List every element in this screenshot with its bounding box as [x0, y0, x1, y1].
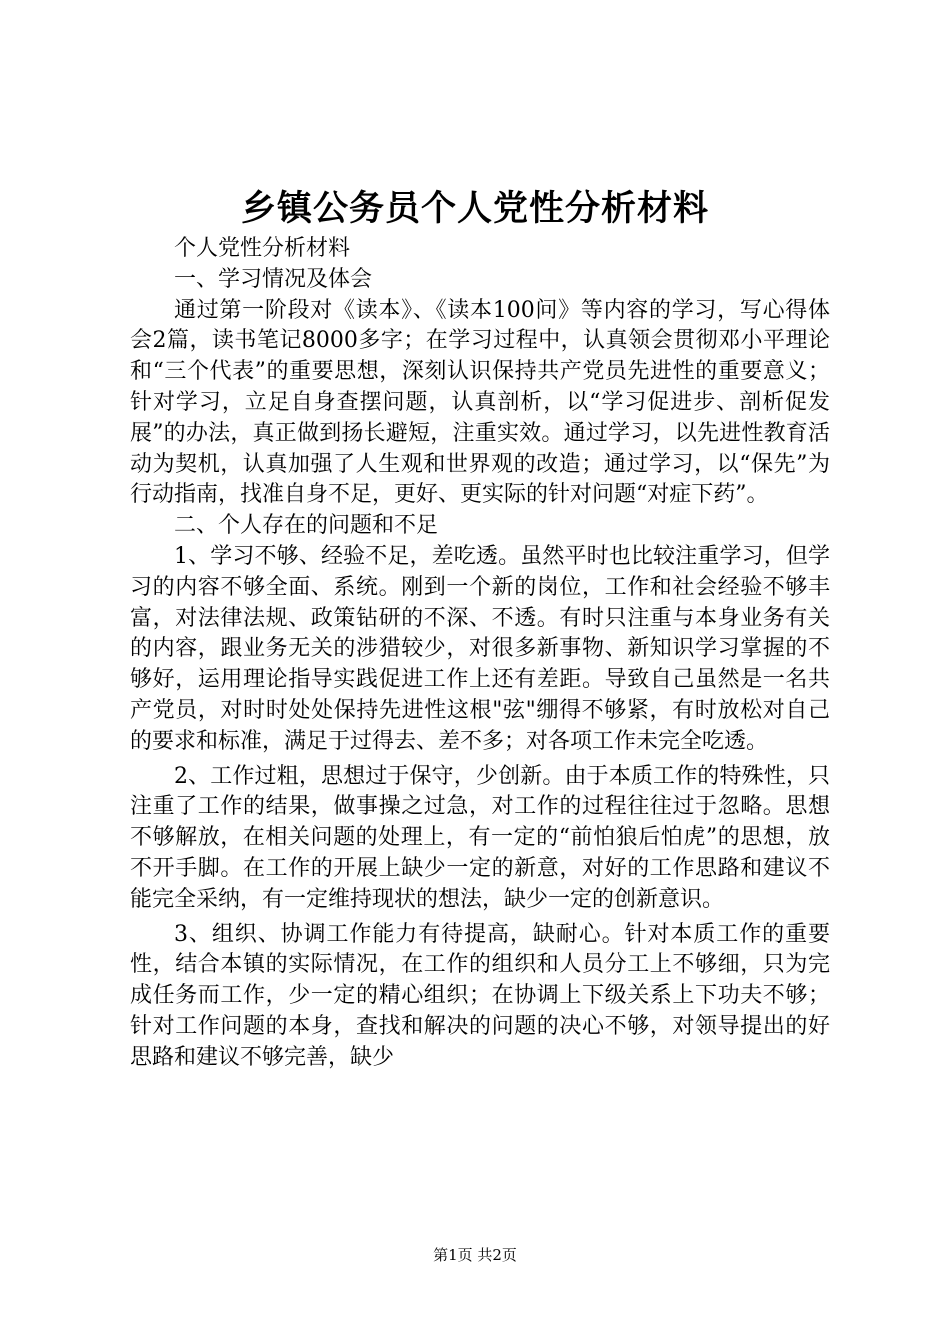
- paragraph-problem-1: 1、学习不够、经验不足，差吃透。虽然平时也比较注重学习，但学习的内容不够全面、系统。刚到一个新的岗位，工作和社会经验不够丰富，对法律法规、政策钻研的不深、不透。有时只注重与本身业务有关的内容，跟业务无关的涉猎较少，对很多新事物、新知识学习掌握的不够好，运用理论指导实践促进工作上还有差距。导致自己虽然是一名共产党员，对时时处处保持先进性这根"弦"绷得不够紧，有时放松对自己的要求和标准，满足于过得去、差不多；对各项工作未完全吃透。: [130, 543, 830, 754]
- heading-problems: 二、个人存在的问题和不足: [174, 513, 439, 539]
- paragraph-problem-2: 2、工作过粗，思想过于保守，少创新。由于本质工作的特殊性，只注重了工作的结果，做事操之过急，对工作的过程往往过于忽略。思想不够解放，在相关问题的处理上，有一定的“前怕狼后怕虎”的思想，放不开手脚。在工作的开展上缺少一定的新意，对好的工作思路和建议不能完全采纳，有一定维持现状的想法，缺少一定的创新意识。: [130, 763, 830, 912]
- paragraph-subtitle: 个人党性分析材料: [174, 236, 351, 261]
- paragraph-study: 通过第一阶段对《读本》、《读本100问》等内容的学习，写心得体会2篇，读书笔记8000多字；在学习过程中，认真领会贯彻邓小平理论和“三个代表”的重要思想，深刻认识保持共产党员先进性的重要意义；针对学习，立足自身查摆问题，认真剖析，以“学习促进步、剖析促发展”的办法，真正做到扬长避短，注重实效。通过学习，以先进性教育活动为契机，认真加强了人生观和世界观的改造；通过学习，以“保先”为行动指南，找准自身不足，更好、更实际的针对问题“对症下药”。: [130, 297, 830, 508]
- document-body: [130, 234, 830, 1074]
- page-number: 第1页 共2页: [433, 1246, 517, 1264]
- heading-study: 一、学习情况及体会: [174, 266, 373, 292]
- paragraph-problem-3: 3、组织、协调工作能力有待提高，缺耐心。针对本质工作的重要性，结合本镇的实际情况，在工作的组织和人员分工上不够细，只为完成任务而工作，少一定的精心组织；在协调上下级关系上下功夫不够；针对工作问题的本身，查找和解决的问题的决心不够，对领导提出的好思路和建议不够完善，缺少: [130, 921, 830, 1070]
- page-title: 乡镇公务员个人党性分析材料: [240, 188, 709, 229]
